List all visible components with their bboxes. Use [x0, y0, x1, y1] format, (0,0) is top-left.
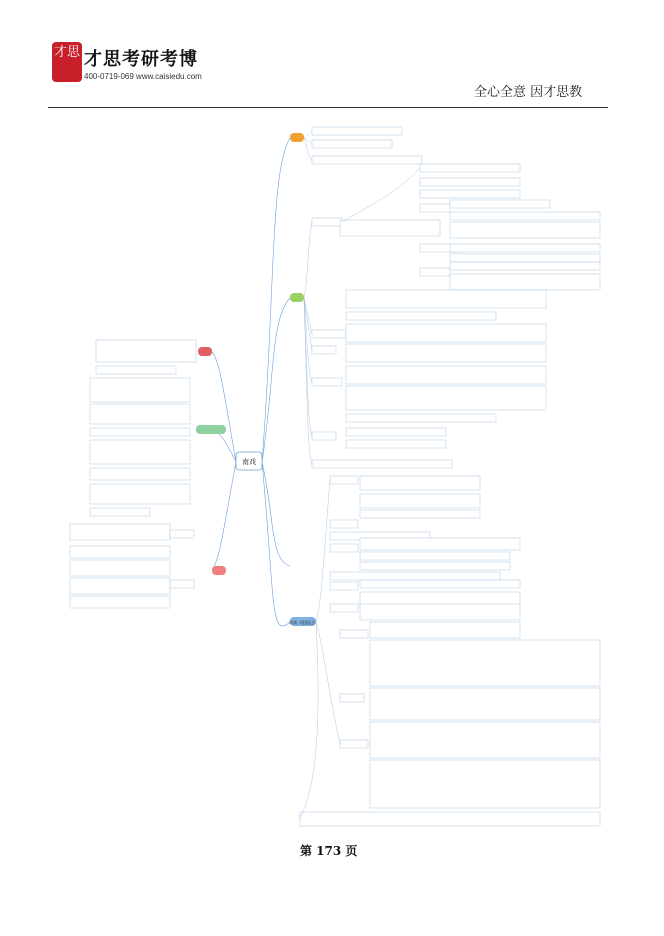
root-label: 南戏 [242, 458, 256, 466]
left-node-3 [212, 566, 226, 575]
link-tedian [262, 298, 290, 462]
slogan: 全心全意 因才思教 [474, 85, 583, 100]
branch-tedian [290, 293, 304, 302]
logo-text: 才思 [53, 45, 80, 60]
link-pipaji [262, 462, 290, 626]
contact-line: 400-0719-069 www.caisiedu.com [84, 72, 202, 81]
branch-gaikuang [290, 133, 304, 142]
left-node-2 [196, 425, 226, 434]
link-gaikuang [262, 138, 290, 462]
left-node-1 [198, 347, 212, 356]
branch-pipaji-label: 南戏《琵琶记》 [289, 620, 317, 625]
lower-right-boxes [300, 476, 600, 826]
upper-right-boxes [312, 127, 600, 290]
page-number: 第 173 页 [300, 844, 358, 858]
middle-right-boxes [312, 290, 546, 468]
left-boxes [70, 340, 196, 608]
brand-title: 才思考研考博 [84, 49, 198, 70]
